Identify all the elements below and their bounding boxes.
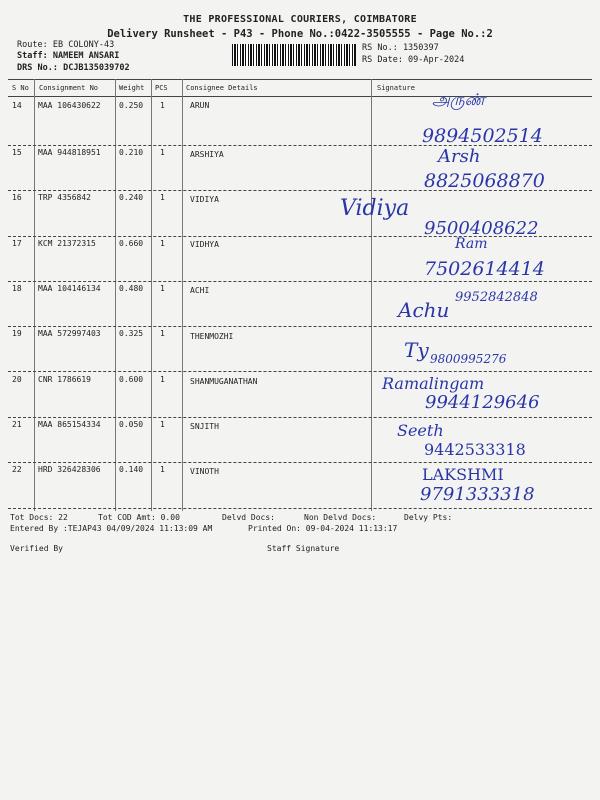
total-cod-amount: Tot COD Amt: 0.00 [98, 513, 180, 522]
handwritten-phone: 8825068870 [424, 170, 545, 192]
col-divider [371, 79, 372, 511]
handwritten-signature: Seeth [397, 421, 444, 440]
row-consignee: THENMOZHI [190, 332, 234, 341]
row-weight: 0.325 [119, 329, 144, 338]
col-divider [151, 79, 152, 511]
row-sno: 22 [12, 465, 22, 474]
delivered-docs: Delvd Docs: [222, 513, 275, 522]
row-pcs: 1 [160, 375, 165, 384]
row-pcs: 1 [160, 101, 165, 110]
staff-signature: Staff Signature [267, 544, 340, 553]
row-sno: 18 [12, 284, 22, 293]
row-rule [8, 508, 592, 509]
col-header-signature: Signature [377, 84, 415, 92]
rs-date: RS Date: 09-Apr-2024 [362, 55, 465, 65]
row-weight: 0.480 [119, 284, 144, 293]
row-consignee: ARSHIYA [190, 150, 224, 159]
row-rule [8, 326, 592, 327]
barcode [232, 44, 356, 66]
row-rule [8, 145, 592, 146]
row-weight: 0.660 [119, 239, 144, 248]
col-divider [115, 79, 116, 511]
row-consignment: MAA 944818951 [38, 148, 101, 157]
row-rule [8, 190, 592, 191]
row-consignment: MAA 104146134 [38, 284, 101, 293]
row-consignee: VIDIYA [190, 195, 219, 204]
row-sno: 17 [12, 239, 22, 248]
row-pcs: 1 [160, 329, 165, 338]
handwritten-signature: Ty [404, 338, 429, 362]
row-rule [8, 236, 592, 237]
delivery-points: Delvy Pts: [404, 513, 453, 522]
route-line [17, 40, 114, 50]
row-consignment: KCM 21372315 [38, 239, 96, 248]
row-pcs: 1 [160, 465, 165, 474]
row-consignee: ARUN [190, 101, 210, 110]
col-header-pcs: PCS [155, 84, 168, 92]
route-label: Route: [17, 40, 48, 50]
row-sno: 14 [12, 101, 22, 110]
handwritten-phone: 9944129646 [425, 392, 540, 413]
staff-line [17, 51, 119, 61]
row-weight: 0.250 [119, 101, 144, 110]
row-weight: 0.050 [119, 420, 144, 429]
col-header-consignee: Consignee Details [186, 84, 258, 92]
row-weight: 0.600 [119, 375, 144, 384]
row-consignment: TRP 4356842 [38, 193, 91, 202]
handwritten-signature: Ram [455, 236, 488, 252]
handwritten-signature: அருண் [432, 90, 485, 109]
row-consignment: HRD 326428306 [38, 465, 101, 474]
row-consignment: CNR 1786619 [38, 375, 91, 384]
handwritten-phone: 9800995276 [430, 352, 507, 366]
row-sno: 19 [12, 329, 22, 338]
handwritten-phone: 9952842848 [455, 290, 538, 305]
row-pcs: 1 [160, 193, 165, 202]
handwritten-signature: Vidiya [340, 196, 410, 221]
row-consignee: SNJITH [190, 422, 219, 431]
row-weight: 0.140 [119, 465, 144, 474]
drs-line [17, 63, 130, 73]
row-consignee: SHANMUGANATHAN [190, 377, 258, 386]
rs-number: RS No.: 1350397 [362, 43, 439, 53]
row-pcs: 1 [160, 420, 165, 429]
row-pcs: 1 [160, 239, 165, 248]
drs-label: DRS No.: [17, 63, 58, 73]
table-header-rule [8, 96, 592, 97]
col-header-weight: Weight [119, 84, 145, 92]
entered-by: Entered By :TEJAP43 04/09/2024 11:13:09 AM [10, 524, 213, 533]
row-pcs: 1 [160, 148, 165, 157]
row-consignment: MAA 106430622 [38, 101, 101, 110]
row-consignee: VINOTH [190, 467, 219, 476]
row-sno: 15 [12, 148, 22, 157]
handwritten-phone: 9500408622 [424, 218, 539, 239]
row-weight: 0.240 [119, 193, 144, 202]
handwritten-signature: Ramalingam [382, 374, 485, 393]
handwritten-signature: Arsh [438, 146, 481, 167]
row-weight: 0.210 [119, 148, 144, 157]
row-rule [8, 462, 592, 463]
row-consignee: ACHI [190, 286, 210, 295]
handwritten-phone: 9894502514 [422, 125, 543, 147]
runsheet-title: Delivery Runsheet - P43 - Phone No.:0422-3505555 - Page No.:2 [107, 28, 493, 40]
verified-by: Verified By [10, 544, 63, 553]
row-sno: 20 [12, 375, 22, 384]
handwritten-signature: LAKSHMI [422, 465, 504, 484]
col-divider [182, 79, 183, 511]
handwritten-phone: 9791333318 [420, 484, 535, 505]
col-header-sno: S No [12, 84, 29, 92]
staff-label: Staff: [17, 51, 48, 61]
row-sno: 21 [12, 420, 22, 429]
handwritten-phone: 9442533318 [424, 440, 526, 459]
row-sno: 16 [12, 193, 22, 202]
printed-on: Printed On: 09-04-2024 11:13:17 [248, 524, 398, 533]
row-consignee: VIDHYA [190, 240, 219, 249]
route-value: EB COLONY-43 [52, 40, 115, 50]
drs-value: DCJB135039702 [63, 63, 130, 73]
col-header-consignment: Consignment No [39, 84, 99, 92]
col-divider [34, 79, 35, 511]
company-name: THE PROFESSIONAL COURIERS, COIMBATORE [183, 14, 417, 25]
row-rule [8, 371, 592, 372]
row-consignment: MAA 865154334 [38, 420, 101, 429]
total-docs: Tot Docs: 22 [10, 513, 68, 522]
row-rule [8, 417, 592, 418]
table-top-rule [8, 79, 592, 80]
row-consignment: MAA 572997403 [38, 329, 101, 338]
staff-value: NAMEEM ANSARI [52, 51, 120, 61]
row-pcs: 1 [160, 284, 165, 293]
row-rule [8, 281, 592, 282]
handwritten-phone: 7502614414 [424, 258, 545, 280]
handwritten-signature: Achu [398, 298, 450, 322]
non-delivered-docs: Non Delvd Docs: [304, 513, 377, 522]
